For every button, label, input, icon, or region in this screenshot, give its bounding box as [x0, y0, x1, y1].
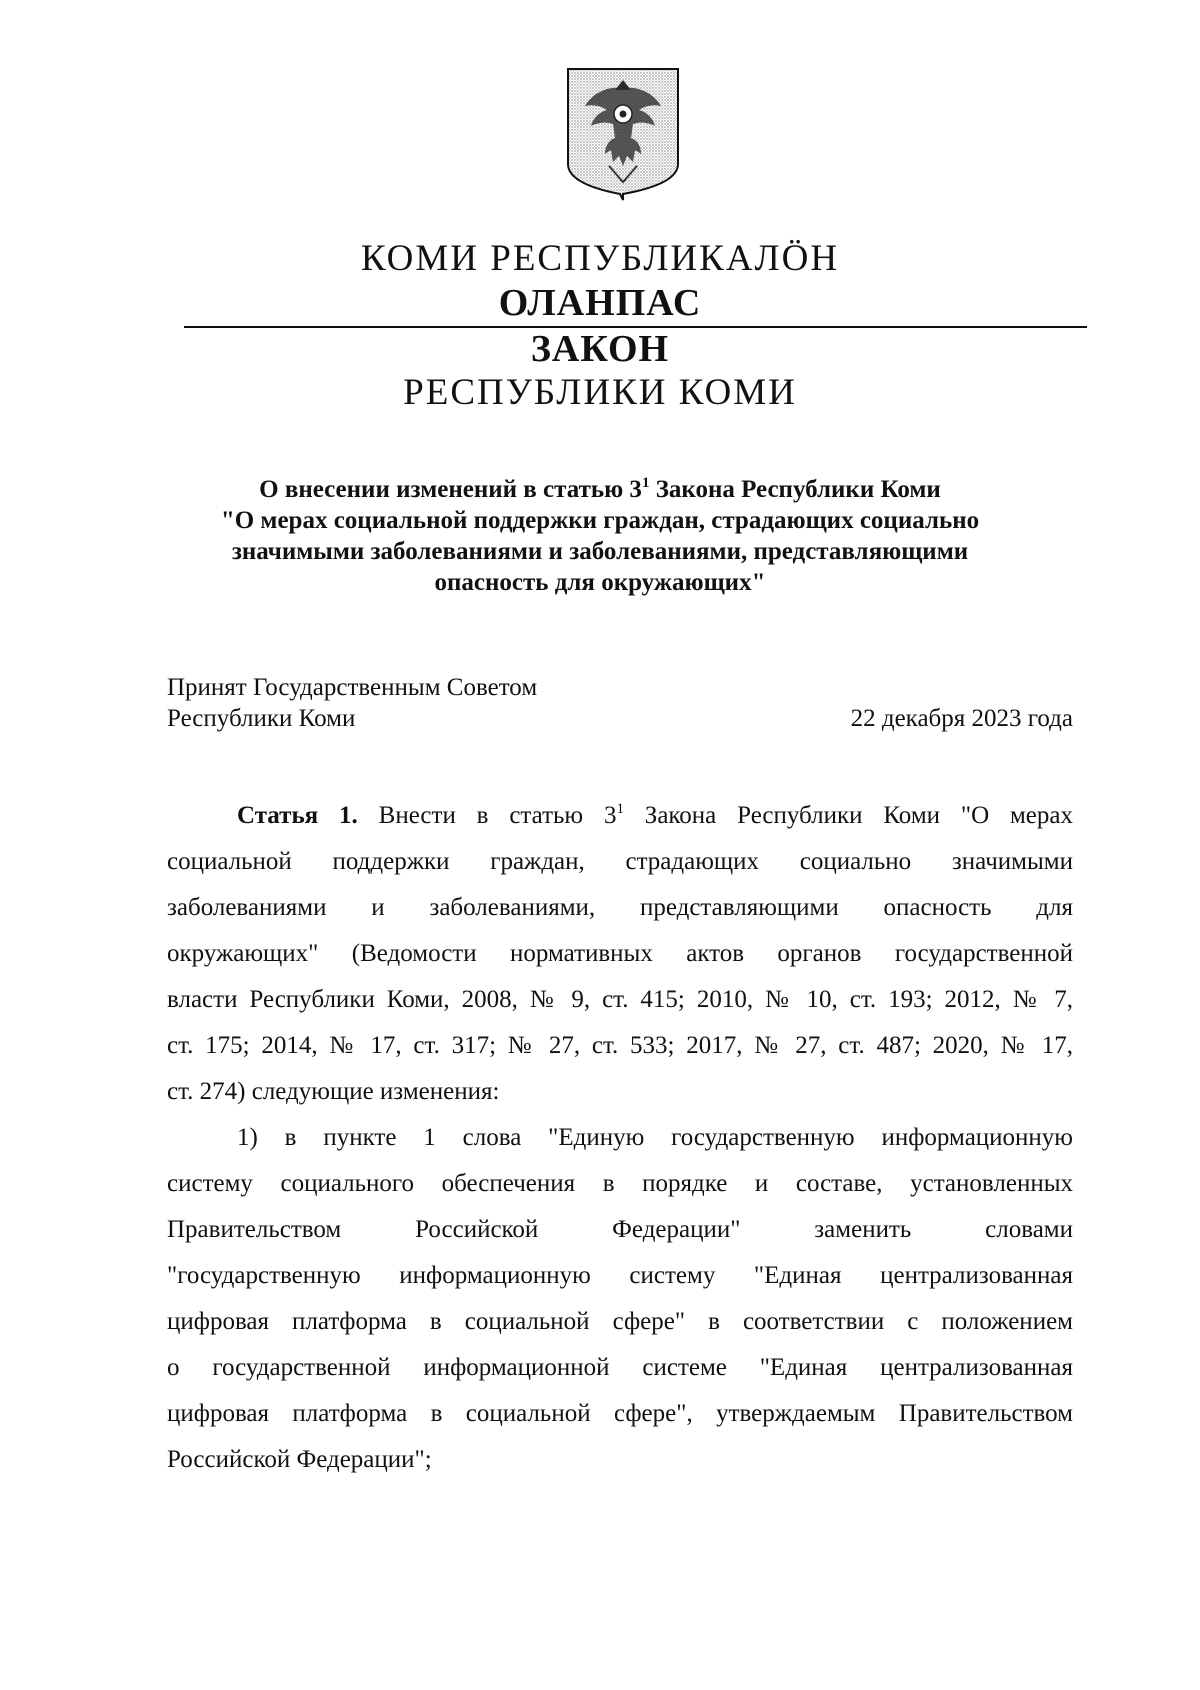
header-komi-republic: КОМИ РЕСПУБЛИКАЛӦН: [360, 238, 840, 279]
title-superscript: 1: [641, 475, 650, 491]
item-1-line: цифровая платформа в социальной сфере", утверждаемым Правительством: [167, 1400, 1073, 1427]
adoption-date: 22 декабря 2023 года: [850, 705, 1073, 732]
article-1-line-1: [167, 793, 1073, 839]
article-1-text: Внести в статью 3: [357, 802, 617, 829]
header-law: ЗАКОН: [530, 328, 670, 370]
item-1-line: систему социального обеспечения в порядке и составе, установленных: [167, 1170, 1073, 1197]
title-line-3: значимыми заболеваниями и заболеваниями, представляющими: [231, 538, 969, 565]
article-1-line: власти Республики Коми, 2008, № 9, ст. 415; 2010, № 10, ст. 193; 2012, № 7,: [167, 986, 1073, 1013]
item-1-line: Правительством Российской Федерации" заменить словами: [167, 1216, 1073, 1243]
item-1-line: о государственной информационной системе "Единая централизованная: [167, 1354, 1073, 1381]
title-line-1-text: О внесении изменений в статью 3: [259, 476, 642, 503]
adoption-line-1: Принят Государственным Советом: [167, 674, 538, 701]
article-1-line: ст. 274) следующие изменения:: [167, 1078, 500, 1105]
article-1-superscript: 1: [616, 801, 624, 817]
article-1-line: заболеваниями и заболеваниями, представляющими опасность для: [167, 894, 1073, 921]
item-1-line: "государственную информационную систему "Единая централизованная: [167, 1262, 1073, 1289]
article-1-line: окружающих" (Ведомости нормативных актов органов государственной: [167, 940, 1073, 967]
title-line-4: опасность для окружающих": [434, 569, 766, 596]
komi-coat-of-arms: [565, 66, 681, 202]
adoption-statement: [167, 672, 537, 734]
item-1-line: цифровая платформа в социальной сфере" в соответствии с положением: [167, 1308, 1073, 1335]
article-1-label: Статья 1.: [237, 802, 358, 829]
article-1-line: социальной поддержки граждан, страдающих социально значимыми: [167, 848, 1073, 875]
law-body: [167, 793, 1073, 1483]
adoption-line-2: Республики Коми: [167, 705, 356, 732]
title-line-2: "О мерах социальной поддержки граждан, страдающих социально: [220, 507, 980, 534]
title-line-1: [0, 474, 1200, 505]
title-line-1-text-end: Закона Республики Коми: [649, 476, 941, 503]
article-1-text-end: Закона Республики Коми "О мерах: [623, 802, 1073, 829]
item-1-line: 1) в пункте 1 слова "Единую государственную информационную: [237, 1124, 1073, 1151]
item-1-line: Российской Федерации";: [167, 1446, 432, 1473]
header-komi-law: ОЛАНПАС: [498, 282, 702, 324]
article-1-line: ст. 175; 2014, № 17, ст. 317; № 27, ст. 533; 2017, № 27, ст. 487; 2020, № 17,: [167, 1032, 1073, 1059]
header-komi-republic-ru: РЕСПУБЛИКИ КОМИ: [403, 372, 797, 413]
law-title: [0, 474, 1200, 598]
